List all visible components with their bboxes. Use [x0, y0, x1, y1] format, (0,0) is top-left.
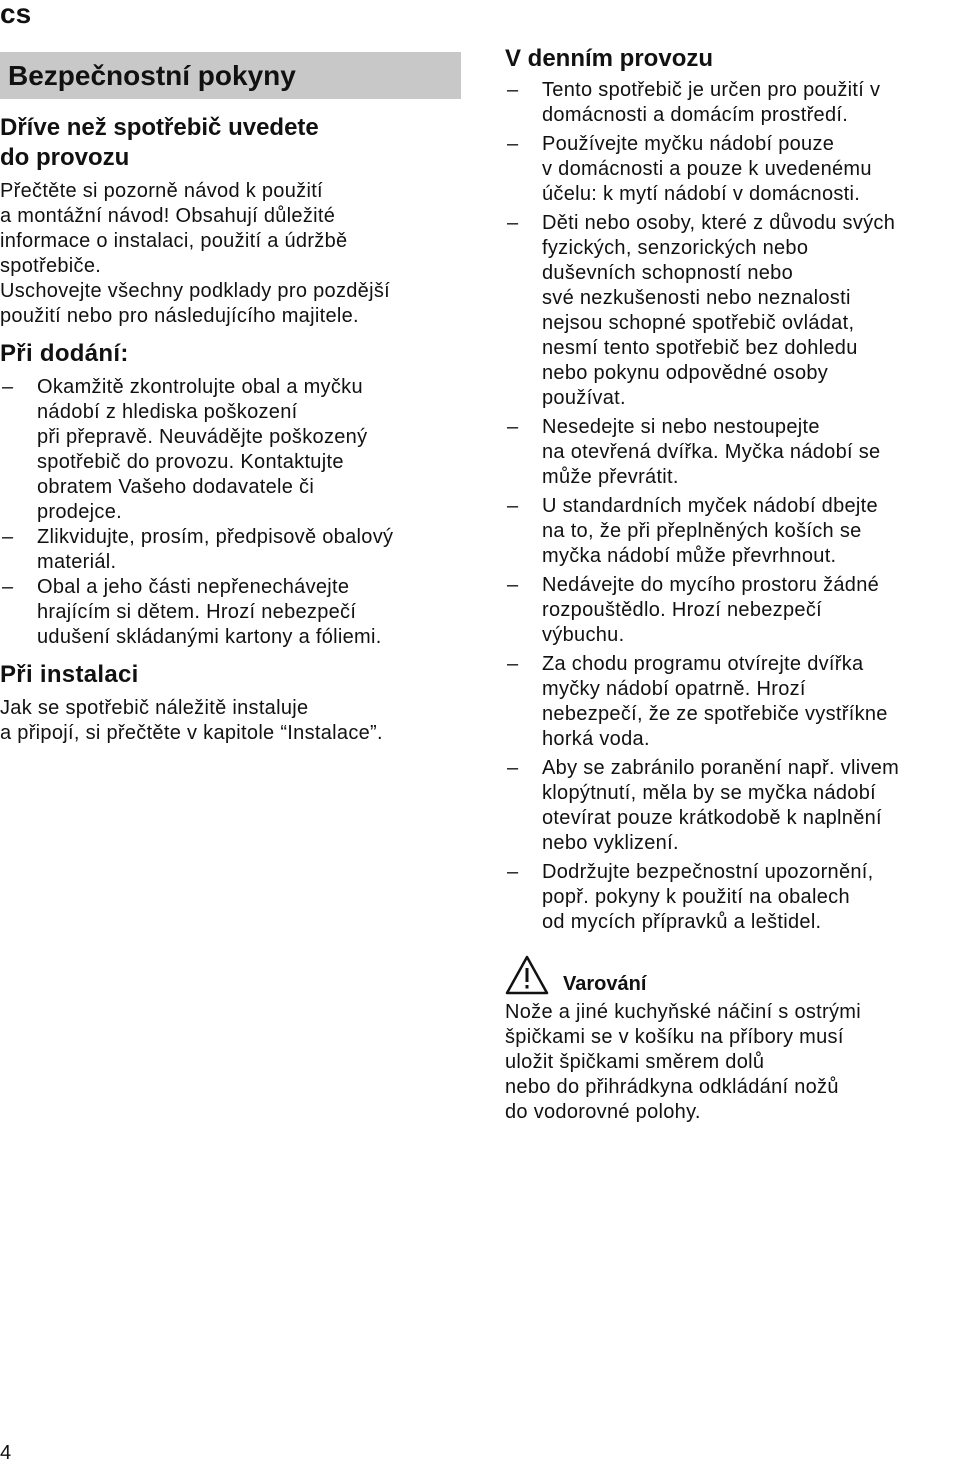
list-item — [505, 494, 960, 569]
text-line: na to, že při přeplněných koších se — [542, 520, 862, 542]
warning-text — [505, 1000, 960, 1125]
list-item — [505, 78, 960, 128]
text-line: Nesedejte si nebo nestoupejte — [542, 416, 820, 438]
text-line: používat. — [542, 387, 626, 409]
dash-bullet: – — [507, 653, 519, 675]
list-item — [0, 375, 462, 525]
text-line: Jak se spotřebič náležitě instaluje — [0, 697, 309, 719]
warning-box — [505, 950, 960, 1125]
heading-line: Dříve než spotřebič uvedete — [0, 114, 319, 141]
text-line: Tento spotřebič je určen pro použití v — [542, 79, 881, 101]
text-line: od mycích přípravků a leštidel. — [542, 911, 822, 933]
text-line: obratem Vašeho dodavatele či — [37, 476, 315, 498]
list-item — [505, 132, 960, 207]
text-line: spotřebiče. — [0, 255, 102, 277]
text-line: prodejce. — [37, 501, 122, 523]
dash-bullet: – — [507, 416, 519, 438]
text-line: nebo do přihrádkyna odkládání nožů — [505, 1076, 839, 1098]
daily-use-list — [505, 78, 960, 935]
text-line: informace o instalaci, použití a údržbě — [0, 230, 348, 252]
warning-triangle-icon — [505, 955, 549, 995]
text-line: horká voda. — [542, 728, 650, 750]
text-line: otevírat pouze krátkodobě k naplnění — [542, 807, 882, 829]
installation-paragraph — [0, 696, 462, 746]
text-line: a připojí, si přečtěte v kapitole “Instalace”. — [0, 722, 383, 744]
dash-bullet: – — [2, 526, 14, 548]
list-item — [505, 573, 960, 648]
text-line: špičkami se v košíku na příbory musí — [505, 1026, 844, 1048]
text-line: U standardních myček nádobí dbejte — [542, 495, 878, 517]
text-line: hrajícím si dětem. Hrozí nebezpečí — [37, 601, 357, 623]
left-column — [0, 52, 462, 746]
list-item — [505, 860, 960, 935]
warning-header — [505, 950, 960, 1000]
before-use-heading — [0, 113, 462, 173]
text-line: materiál. — [37, 551, 117, 573]
text-line: klopýtnutí, měla by se myčka nádobí — [542, 782, 876, 804]
text-line: Aby se zabránilo poranění např. vlivem — [542, 757, 900, 779]
dash-bullet: – — [2, 376, 14, 398]
text-line: Nedávejte do mycího prostoru žádné — [542, 574, 880, 596]
text-line: udušení skládanými kartony a fóliemi. — [37, 626, 382, 648]
text-line: Děti nebo osoby, které z důvodu svých — [542, 212, 896, 234]
dash-bullet: – — [507, 757, 519, 779]
text-line: fyzických, senzorických nebo — [542, 237, 809, 259]
text-line: Obal a jeho části nepřenechávejte — [37, 576, 350, 598]
text-line: při přepravě. Neuvádějte poškozený — [37, 426, 368, 448]
text-line: na otevřená dvířka. Myčka nádobí se — [542, 441, 881, 463]
text-line: Dodržujte bezpečnostní upozornění, — [542, 861, 874, 883]
text-line: může převrátit. — [542, 466, 679, 488]
text-line: výbuchu. — [542, 624, 625, 646]
text-line: do vodorovné polohy. — [505, 1101, 701, 1123]
text-line: nejsou schopné spotřebič ovládat, — [542, 312, 855, 334]
dash-bullet: – — [507, 133, 519, 155]
text-line: nebo pokynu odpovědné osoby — [542, 362, 829, 384]
warning-title: Varování — [563, 972, 647, 995]
text-line: a montážní návod! Obsahují důležité — [0, 205, 336, 227]
text-line: Zlikvidujte, prosím, předpisově obalový — [37, 526, 394, 548]
text-line: Používejte myčku nádobí pouze — [542, 133, 835, 155]
text-line: své nezkušenosti nebo neznalosti — [542, 287, 851, 309]
text-line: použití nebo pro následujícího majitele. — [0, 305, 359, 327]
text-line: Okamžitě zkontrolujte obal a myčku — [37, 376, 363, 398]
text-line: účelu: k mytí nádobí v domácnosti. — [542, 183, 861, 205]
heading-line: do provozu — [0, 144, 130, 171]
list-item — [505, 211, 960, 411]
list-item — [505, 756, 960, 856]
dash-bullet: – — [507, 861, 519, 883]
text-line: Uschovejte všechny podklady pro pozdější — [0, 280, 390, 302]
text-line: popř. pokyny k použití na obalech — [542, 886, 850, 908]
text-line: uložit špičkami směrem dolů — [505, 1051, 765, 1073]
before-use-paragraph-2 — [0, 279, 462, 329]
dash-bullet: – — [507, 574, 519, 596]
text-line: Přečtěte si pozorně návod k použití — [0, 180, 323, 202]
section-title: Bezpečnostní pokyny — [0, 52, 461, 99]
right-column — [505, 44, 960, 939]
delivery-heading: Při dodání: — [0, 340, 129, 367]
text-line: v domácnosti a pouze k uvedenému — [542, 158, 872, 180]
list-item — [0, 525, 462, 575]
text-line: myčka nádobí může převrhnout. — [542, 545, 837, 567]
dash-bullet: – — [507, 212, 519, 234]
text-line: nesmí tento spotřebič bez dohledu — [542, 337, 858, 359]
text-line: myčky nádobí opatrně. Hrozí — [542, 678, 806, 700]
daily-use-heading: V denním provozu — [505, 45, 714, 72]
text-line: Nože a jiné kuchyňské náčiní s ostrými — [505, 1001, 861, 1023]
text-line: domácnosti a domácím prostředí. — [542, 104, 849, 126]
before-use-paragraph-1 — [0, 179, 462, 279]
list-item — [505, 415, 960, 490]
page-number: 4 — [0, 1442, 12, 1464]
text-line: duševních schopností nebo — [542, 262, 794, 284]
dash-bullet: – — [507, 495, 519, 517]
text-line: Za chodu programu otvírejte dvířka — [542, 653, 864, 675]
text-line: spotřebič do provozu. Kontaktujte — [37, 451, 344, 473]
delivery-list — [0, 375, 462, 650]
installation-heading: Při instalaci — [0, 661, 139, 688]
text-line: nádobí z hlediska poškození — [37, 401, 298, 423]
text-line: nebo vyklizení. — [542, 832, 679, 854]
text-line: rozpouštědlo. Hrozí nebezpečí — [542, 599, 822, 621]
dash-bullet: – — [507, 79, 519, 101]
dash-bullet: – — [2, 576, 14, 598]
list-item — [505, 652, 960, 752]
text-line: nebezpečí, že ze spotřebiče vystříkne — [542, 703, 888, 725]
language-code: cs — [0, 0, 32, 29]
list-item — [0, 575, 462, 650]
